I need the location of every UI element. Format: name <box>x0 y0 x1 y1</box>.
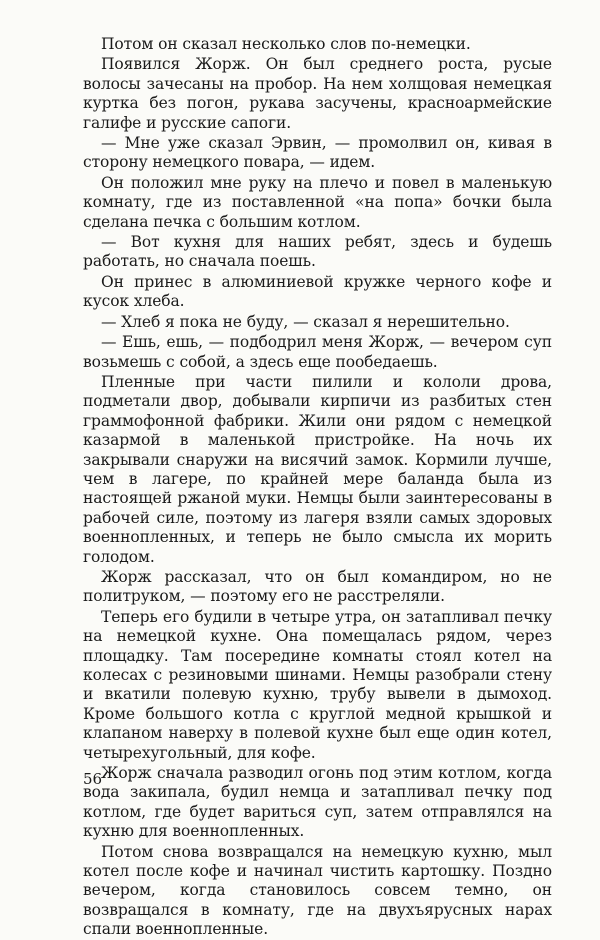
paragraph: Пленные при части пилили и кололи дрова, подметали двор, добывали кирпичи из разбитых стен граммофонной фабрики. Жили они рядом с немецкой казармой в маленькой пристройке. На ночь их закрывали снаружи на висячий замок. Кормили лучше, чем в лагере, по крайней мере баланда была из настоящей ржаной муки. Немцы были заинтересованы в рабочей силе, поэтому из лагеря взяли самых здоровых военнопленных, и теперь не было смысла их морить голодом. <box>83 372 552 566</box>
paragraph: Жорж рассказал, что он был командиром, но не политруком, — поэтому его не расстреляли. <box>83 567 552 606</box>
body-text <box>83 35 552 940</box>
paragraph: Потом снова возвращался на немецкую кухню, мыл котел после кофе и начинал чистить картошку. Поздно вечером, когда становилось совсем темно, он возвращался в комнату, где на двухъярусных нарах спали военнопленные. <box>83 842 552 939</box>
paragraph: — Хлеб я пока не буду, — сказал я нерешительно. <box>101 312 510 331</box>
paragraph: — Мне уже сказал Эрвин, — промолвил он, кивая в сторону немецкого повара, — идем. <box>83 134 552 172</box>
paragraph: Теперь его будили в четыре утра, он затапливал печку на немецкой кухне. Она помещалась рядом, через площадку. Там посередине комнаты стоял котел на колесах с резиновыми шинами. Немцы разобрали стену и вкатили полевую кухню, трубу вывели в дымоход. Кроме большого котла с круглой медной крышкой и клапаном наверху в полевой кухне был еще один котел, четырехугольный, для кофе. <box>83 607 552 762</box>
paragraph: — Ешь, ешь, — подбодрил меня Жорж, — вечером суп возьмешь с собой, а здесь еще пообедаешь. <box>83 333 552 371</box>
paragraph: Он положил мне руку на плечо и повел в маленькую комнату, где из поставленной «на попа» бочки была сделана печка с большим котлом. <box>83 173 552 231</box>
paragraph: — Вот кухня для наших ребят, здесь и будешь работать, но сначала поешь. <box>83 233 552 271</box>
paragraph: Появился Жорж. Он был среднего роста, русые волосы зачесаны на пробор. На нем холщовая немецкая куртка без погон, рукава засучены, красноармейские галифе и русские сапоги. <box>83 55 552 132</box>
paragraph: Потом он сказал несколько слов по-немецки. <box>101 35 471 53</box>
paragraph: Жорж сначала разводил огонь под этим котлом, когда вода закипала, будил немца и затапливал печку под котлом, где будет вариться суп, затем отправлялся на кухню для военнопленных. <box>83 764 552 841</box>
paragraph: Он принес в алюминиевой кружке черного кофе и кусок хлеба. <box>83 272 552 311</box>
page-number: 56 <box>83 770 103 788</box>
